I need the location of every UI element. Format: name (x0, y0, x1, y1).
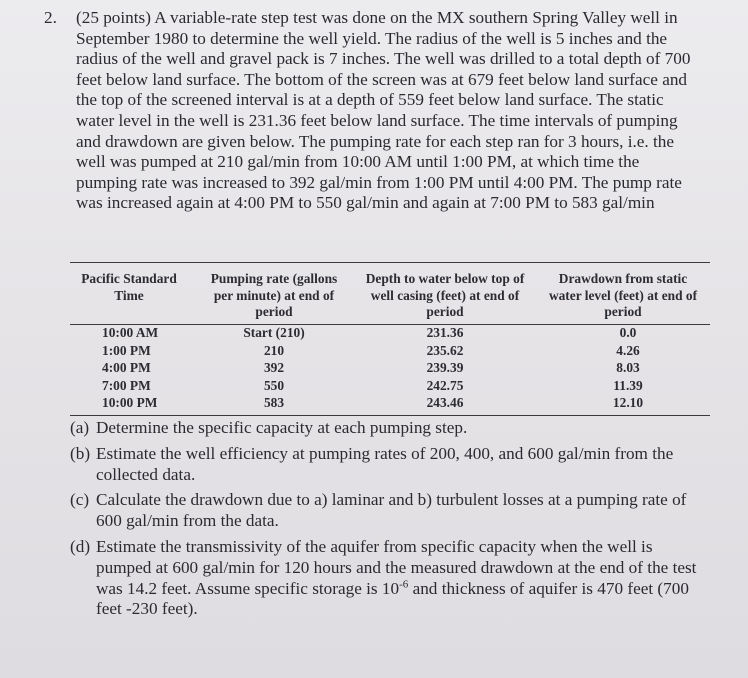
table-cell: 0.0 (619, 325, 637, 340)
part-text-before: Estimate the transmissivity of the aquifer from specific capacity when the well is pumped at 600 gal/min for 120 hours and the measured drawdown at the end of the test was 14.2 feet. Assume specific storage is 10 (96, 536, 697, 598)
part-text-after: and thickness of aquifer is 470 feet (700 feet -230 feet). (96, 578, 689, 619)
part-label: (c) (70, 490, 90, 510)
header-drawdown: Drawdown from static water level (feet) at end of period (548, 271, 698, 319)
column-time (102, 325, 202, 413)
part-label: (d) (70, 536, 91, 556)
table-cell: 4.26 (616, 342, 640, 358)
part-c (70, 490, 710, 532)
part-text (96, 537, 696, 618)
table-cell: 239.39 (426, 360, 464, 375)
table-cell: 210 (263, 342, 285, 358)
table-cell: 7:00 PM (102, 377, 151, 393)
problem-number: 2. (44, 8, 57, 27)
table-cell: 1:00 PM (102, 342, 151, 358)
table-cell: 583 (263, 395, 285, 410)
part-text: Estimate the well efficiency at pumping rates of 200, 400, and 600 gal/min from the collected data. (96, 443, 674, 484)
table-cell: 392 (263, 360, 285, 375)
column-drawdown (578, 325, 678, 413)
step-test-table (70, 262, 710, 416)
table-cell: Start (210) (243, 325, 305, 340)
problem-statement (44, 8, 704, 214)
table-cell: 235.62 (426, 342, 464, 358)
table-cell: 4:00 PM (102, 360, 151, 375)
problem-text: (25 points) A variable-rate step test was done on the MX southern Spring Valley well in September 1980 to determine the well yield. The radius of the well is 5 inches and the radius of the well and gravel pack is 7 inches. The well was drilled to a total depth of 700 feet below land surface. The bottom of the screen was at 679 feet below land surface and the top of the screened interval is at a depth of 559 feet below land surface. The static water level in the well is 231.36 feet below land surface. The time intervals of pumping and drawdown are given below. The pumping rate for each step ran for 3 hours, i.e. the well was pumped at 210 gal/min from 10:00 AM until 1:00 PM, at which time the pumping rate was increased to 392 gal/min from 1:00 PM until 4:00 PM. The pump rate was increased again at 4:00 PM to 550 gal/min and again at 7:00 PM to 583 gal/min (76, 8, 691, 213)
table-cell: 8.03 (616, 360, 640, 375)
header-pumping-rate: Pumping rate (gallons per minute) at end of period (210, 271, 338, 319)
table-cell: 242.75 (426, 377, 464, 393)
part-a (70, 418, 710, 439)
question-parts (70, 418, 710, 625)
table-cell: 550 (263, 377, 285, 393)
column-depth (395, 325, 495, 413)
table-cell: 243.46 (426, 395, 464, 410)
exponent: -6 (399, 577, 409, 590)
header-depth: Depth to water below top of well casing (feet) at end of period (365, 271, 525, 319)
part-d (70, 537, 710, 620)
part-label: (b) (70, 443, 91, 463)
column-pumping-rate (224, 325, 324, 413)
part-text: Determine the specific capacity at each pumping step. (96, 418, 468, 437)
part-b (70, 444, 710, 486)
header-time: Pacific Standard Time (81, 271, 177, 303)
table-cell: 11.39 (613, 377, 643, 393)
table-cell: 10:00 PM (102, 395, 158, 410)
part-text: Calculate the drawdown due to a) laminar and b) turbulent losses at a pumping rate of 600 gal/min from the data. (96, 490, 687, 531)
table-cell: 12.10 (612, 395, 644, 410)
part-label: (a) (70, 418, 90, 437)
table-cell: 231.36 (426, 325, 464, 340)
table-cell: 10:00 AM (102, 325, 159, 340)
